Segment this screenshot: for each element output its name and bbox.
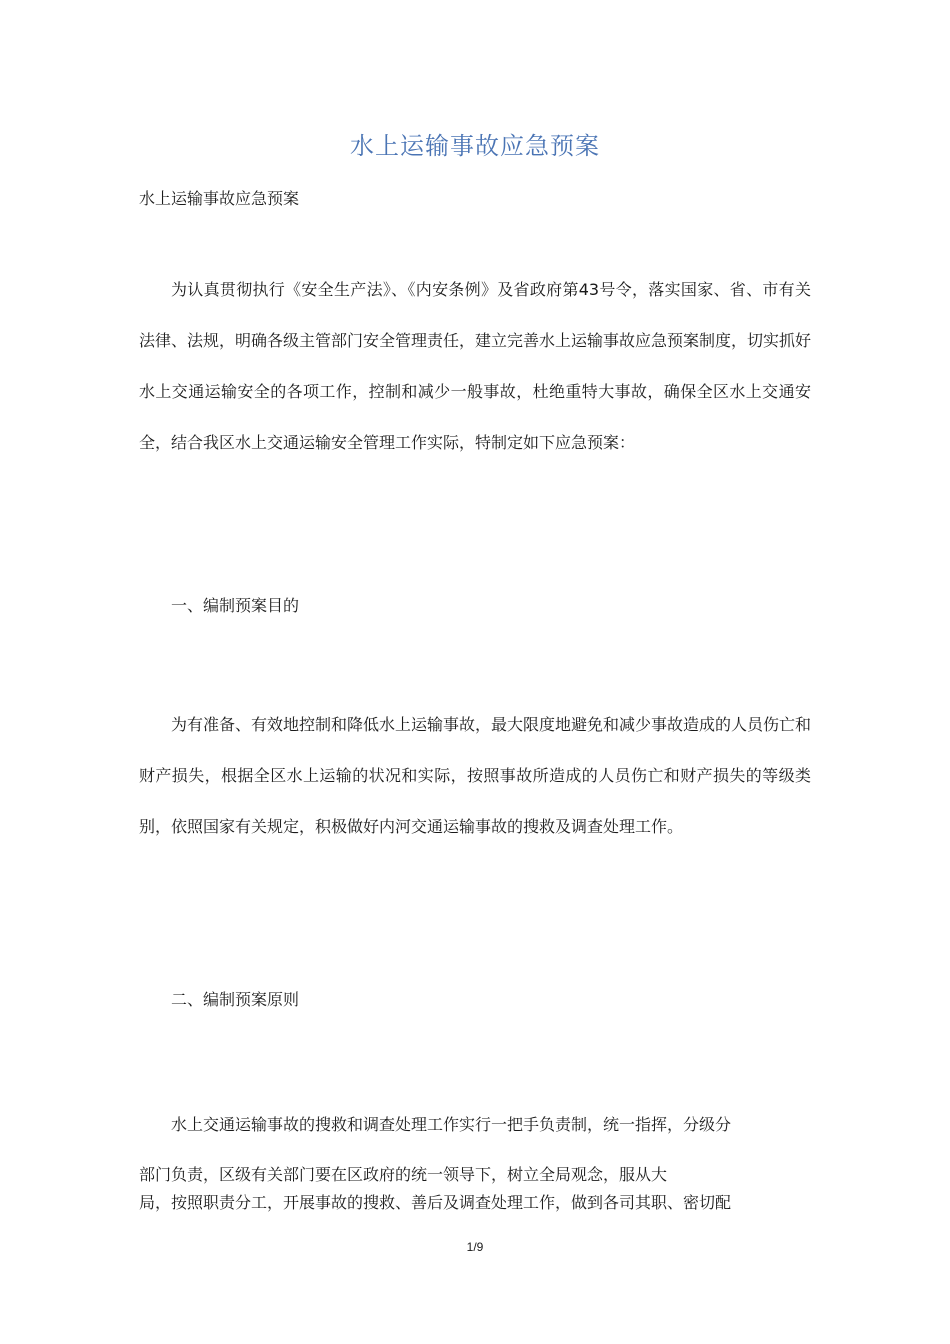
intro-paragraph: 为认真贯彻执行《安全生产法》、《内安条例》及省政府第43号令，落实国家、省、市有关法律、法规，明确各级主管部门安全管理责任，建立完善水上运输事故应急预案制度，切实抓好水上交通运输安全的各项工作，控制和减少一般事故，杜绝重特大事故，确保全区水上交通安全，结合我区水上交通运输安全管理工作实际，特制定如下应急预案：: [139, 280, 812, 452]
principles-line-3: 局，按照职责分工，开展事故的搜救、善后及调查处理工作，做到各司其职、密切配: [139, 1193, 732, 1212]
purpose-paragraph: 为有准备、有效地控制和降低水上运输事故，最大限度地避免和减少事故造成的人员伤亡和财产损失，根据全区水上运输的状况和实际，按照事故所造成的人员伤亡和财产损失的等级类别，依照国家有关规定，积极做好内河交通运输事故的搜救及调查处理工作。: [139, 715, 812, 836]
section-heading-principles: 二、编制预案原则: [171, 990, 300, 1009]
section-heading-purpose: 一、编制预案目的: [171, 596, 300, 615]
principles-line-1: 水上交通运输事故的搜救和调查处理工作实行一把手负责制，统一指挥，分级分: [171, 1115, 732, 1134]
principles-line-2: 部门负责，区级有关部门要在区政府的统一领导下，树立全局观念，服从大: [139, 1165, 668, 1184]
document-subtitle: 水上运输事故应急预案: [139, 189, 300, 208]
document-title: 水上运输事故应急预案: [350, 132, 600, 160]
page-number: 1/9: [466, 1240, 484, 1254]
